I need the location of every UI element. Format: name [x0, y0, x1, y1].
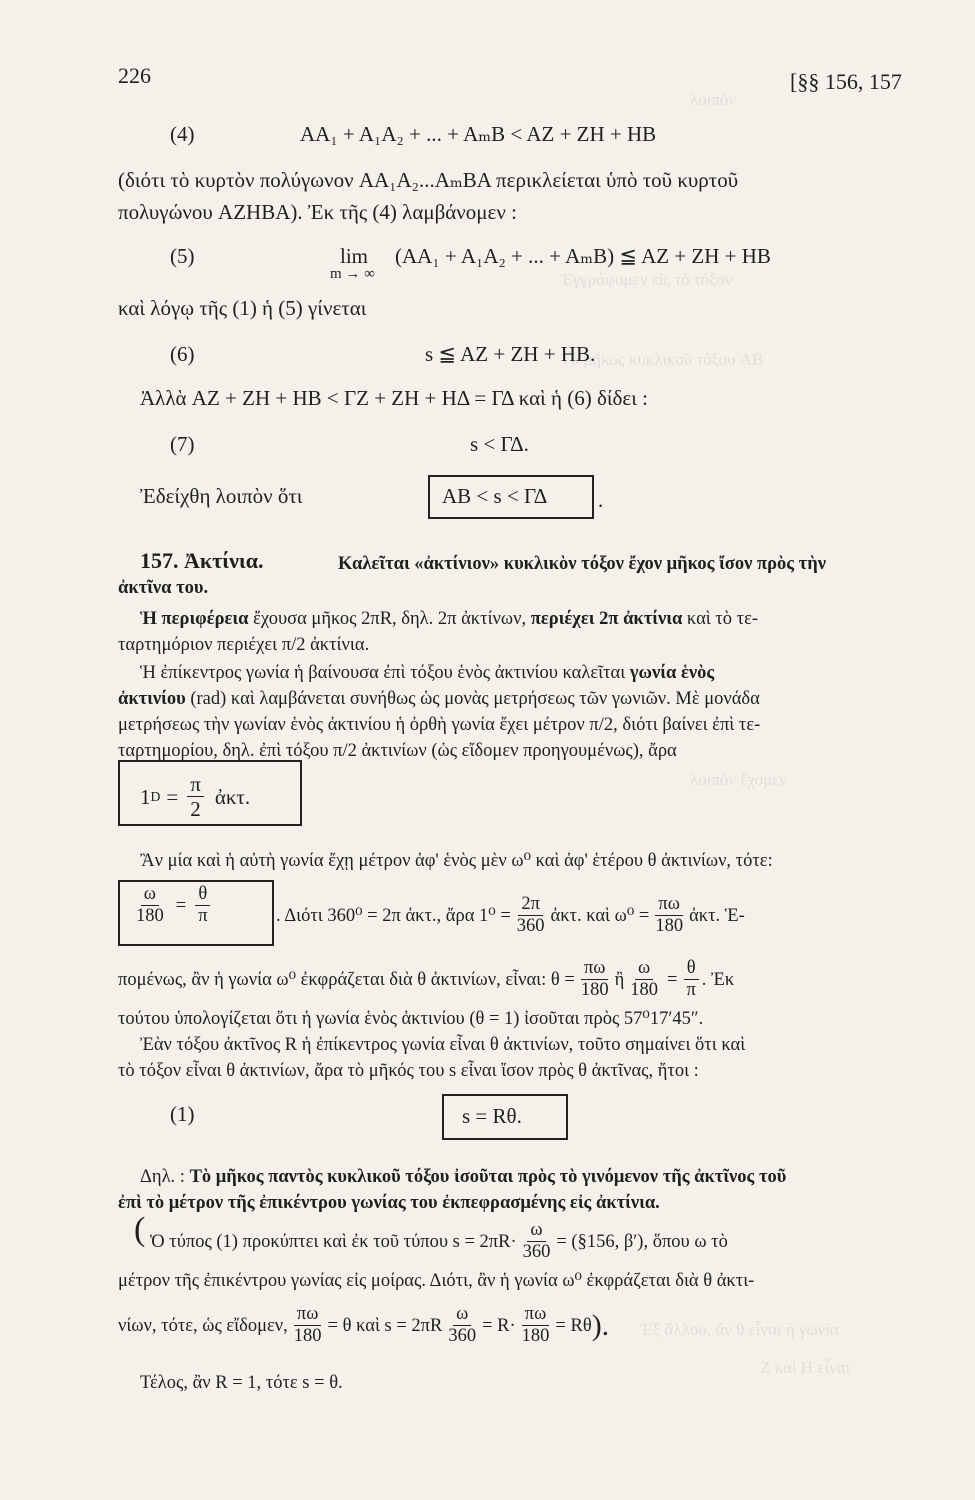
equation-label: (7) [170, 432, 195, 456]
text-span: . Διότι 360⁰ = 2π ἀκτ., ἄρα 1⁰ = [276, 905, 511, 926]
text-line: ταρτημόριον περιέχει π/2 ἀκτίνια. [118, 635, 370, 655]
denominator: 180 [293, 1326, 322, 1347]
bleed-text: λοιπόν [690, 90, 737, 109]
text-line [140, 606, 758, 632]
text-line: Ἐὰν τόξου ἀκτῖνος R ἡ ἐπίκεντρος γωνία εἶναι θ ἀκτινίων, τοῦτο σημαίνει ὅτι καὶ [140, 1035, 746, 1055]
denominator: 360 [448, 1326, 477, 1347]
equation-5: (AA₁ + A₁A₂ + ... + AₘB) ≦ AZ + ZH + HB [395, 244, 771, 268]
text-span: Ὁ τύπος (1) προκύπτει καὶ ἐκ τοῦ τύπου s = 2πR· [150, 1231, 517, 1252]
equation-6: s ≦ AZ + ZH + HB. [425, 342, 596, 366]
numerator: ω [453, 1304, 471, 1326]
text-span: . Ἐκ [701, 969, 735, 990]
denominator: 180 [136, 906, 164, 927]
text-line: (διότι τὸ κυρτὸν πολύγωνον AA₁A₂...AₘBA περικλείεται ὑπὸ τοῦ κυρτοῦ [118, 168, 739, 192]
numerator: θ [684, 958, 699, 980]
text-line: ταρτημορίου, δηλ. ἐπὶ τόξου π/2 ἀκτινίων (ὡς εἴδομεν προηγουμένως), ἄρα [118, 741, 677, 761]
text-span: ἔχουσα μῆκος 2πR, δηλ. 2π ἀκτίνων, [253, 609, 527, 629]
bold-term: γωνία ἑνὸς [629, 663, 715, 683]
text-span: καὶ τὸ τε- [686, 609, 759, 629]
fraction [133, 884, 167, 928]
equation-4: AA₁ + A₁A₂ + ... + AₘB < AZ + ZH + HB [300, 122, 657, 146]
text-line [150, 1220, 728, 1264]
section-heading: 157. Ἀκτίνια. [140, 548, 264, 573]
text-span: Δηλ. : [140, 1167, 185, 1187]
text-line [118, 686, 760, 712]
denominator: π [198, 906, 208, 927]
bleed-text: Ἐξ ἄλλου, ἂν θ εἶναι ἡ γωνία [640, 1320, 839, 1339]
bold-term: Ἡ περιφέρεια [140, 609, 249, 629]
equation-7: s < ΓΔ. [470, 432, 529, 456]
numerator: πω [294, 1304, 322, 1326]
numerator: π [187, 772, 204, 797]
boxed-inequality: AB < s < ΓΔ [442, 484, 548, 508]
text-span: Ἡ ἐπίκεντρος γωνία ἡ βαίνουσα ἐπὶ τόξου ἑνὸς ἀκτινίου καλεῖται [140, 663, 626, 683]
math-operator: = [667, 969, 678, 990]
numerator: πω [655, 894, 683, 916]
text-line: τὸ τόξον εἶναι θ ἀκτινίων, ἄρα τὸ μῆκός του s εἶναι ἴσον πρὸς θ ἀκτῖνας, ἤτοι : [118, 1061, 699, 1081]
denominator: 2 [190, 797, 201, 822]
fraction [514, 894, 548, 938]
text-line [140, 660, 714, 686]
fraction [187, 772, 204, 821]
math-operator: = [166, 784, 179, 809]
fraction [627, 958, 661, 1002]
fraction [519, 1304, 553, 1348]
text-line: Ἐδείχθη λοιπὸν ὅτι [140, 484, 303, 508]
numerator: 2π [518, 894, 543, 916]
denominator: 180 [630, 980, 659, 1001]
fraction [683, 958, 698, 1002]
equation-label: (6) [170, 342, 195, 366]
equation-label: (1) [170, 1102, 195, 1126]
numerator: ω [635, 958, 653, 980]
text-span: = R· [482, 1315, 516, 1336]
degree-radian-ratio [130, 884, 214, 928]
text-span: = Rθ [555, 1315, 592, 1336]
math-text: 1 [140, 784, 151, 809]
text-line: Τέλος, ἂν R = 1, τότε s = θ. [140, 1373, 343, 1393]
text-line: τούτου ὑπολογίζεται ὅτι ἡ γωνία ἑνὸς ἀκτινίου (θ = 1) ἰσοῦται πρὸς 57⁰17′45″. [118, 1009, 704, 1029]
unit-text: ἀκτ. [214, 784, 251, 809]
math-superscript: D [150, 788, 161, 804]
punctuation: . [598, 488, 604, 512]
bleed-text: Z καὶ H εἶναι [760, 1358, 851, 1377]
numerator: πω [581, 958, 609, 980]
limit-subscript: m → ∞ [330, 266, 375, 282]
bleed-text: Τὸ μῆκος κυκλικοῦ τόξου AB [560, 350, 764, 369]
numerator: πω [522, 1304, 550, 1326]
bold-term: ἀκτινίου [118, 689, 186, 709]
text-line: Καλεῖται «ἀκτίνιον» κυκλικὸν τόξον ἔχον μῆκος ἴσον πρὸς τὴν [338, 554, 826, 574]
text-span: = θ καὶ s = 2πR [327, 1315, 443, 1336]
text-span: ἢ [614, 969, 625, 990]
text-line: μετρήσεως τὴν γωνίαν ἑνὸς ἀκτινίου ἡ ὀρθὴ γωνία ἔχει μέτρον π/2, διότι βαίνει ἐπὶ τε- [118, 715, 761, 735]
text-line: πολυγώνου AZHBA). Ἐκ τῆς (4) λαμβάνομεν : [118, 200, 517, 224]
denominator: 360 [522, 1242, 551, 1263]
numerator: ω [141, 884, 159, 906]
denominator: 180 [655, 916, 684, 937]
text-span: νίων, τότε, ὡς εἴδομεν, [118, 1315, 288, 1336]
parenthesis-open: ( [134, 1211, 146, 1248]
denominator: π [686, 980, 696, 1001]
text-line: ἀκτῖνα του. [118, 578, 209, 598]
numerator: ω [527, 1220, 545, 1242]
page-number: 226 [118, 63, 151, 88]
fraction [445, 1304, 479, 1348]
bleed-text: Ἐγγράφομεν εἰς τὸ τόξον [560, 270, 733, 289]
text-span: = (§156, β′), ὅπου ω τὸ [556, 1231, 728, 1252]
text-line [276, 894, 745, 938]
bold-statement: Τὸ μῆκος παντὸς κυκλικοῦ τόξου ἰσοῦται πρὸς τὸ γινόμενον τῆς ἀκτῖνος τοῦ [189, 1167, 787, 1187]
denominator: 360 [516, 916, 545, 937]
fraction [652, 894, 686, 938]
limit-operator: lim [340, 244, 369, 268]
fraction [520, 1220, 554, 1264]
text-span: ἀκτ. καὶ ω⁰ = [550, 905, 650, 926]
section-reference: [§§ 156, 157 [790, 69, 902, 94]
fraction [291, 1304, 325, 1348]
bold-term: περιέχει 2π ἀκτίνια [530, 609, 683, 629]
fraction [578, 958, 612, 1002]
math-operator: = [175, 895, 187, 916]
arc-length-formula: s = Rθ. [462, 1104, 522, 1128]
text-line: ἐπὶ τὸ μέτρον τῆς ἐπικέντρου γωνίας του ἐκπεφρασμένης εἰς ἀκτίνια. [118, 1193, 660, 1213]
parenthesis-close: ). [591, 1308, 610, 1342]
text-line: Ἂν μία καὶ ἡ αὐτὴ γωνία ἔχῃ μέτρον ἀφ' ἑνὸς μὲν ω⁰ καὶ ἀφ' ἑτέρου θ ἀκτινίων, τότε: [140, 851, 773, 871]
text-span: (rad) καὶ λαμβάνεται συνήθως ὡς μονὰς μετρήσεως τῶν γωνιῶν. Μὲ μονάδα [190, 689, 760, 709]
text-line [140, 1164, 786, 1190]
text-line: Ἀλλὰ AZ + ZH + HB < ΓZ + ZH + HΔ = ΓΔ καὶ ἡ (6) δίδει : [140, 386, 648, 410]
denominator: 180 [521, 1326, 550, 1347]
equation-label: (5) [170, 244, 195, 268]
radian-definition [140, 772, 250, 821]
text-line [118, 958, 734, 1002]
text-line: καὶ λόγῳ τῆς (1) ἡ (5) γίνεται [118, 296, 367, 320]
bleed-text: λοιπὸν ἔχομεν [690, 770, 788, 789]
denominator: 180 [580, 980, 609, 1001]
equation-label: (4) [170, 122, 195, 146]
fraction [195, 884, 210, 928]
text-line: μέτρον τῆς ἐπικέντρου γωνίας εἰς μοίρας. Διότι, ἂν ἡ γωνία ω⁰ ἐκφράζεται διὰ θ ἀκτι- [118, 1271, 755, 1291]
numerator: θ [195, 884, 210, 906]
text-line [118, 1304, 609, 1348]
text-span: πομένως, ἂν ἡ γωνία ω⁰ ἐκφράζεται διὰ θ ἀκτινίων, εἶναι: θ = [118, 969, 575, 990]
text-span: ἀκτ. Ἑ- [689, 905, 745, 926]
